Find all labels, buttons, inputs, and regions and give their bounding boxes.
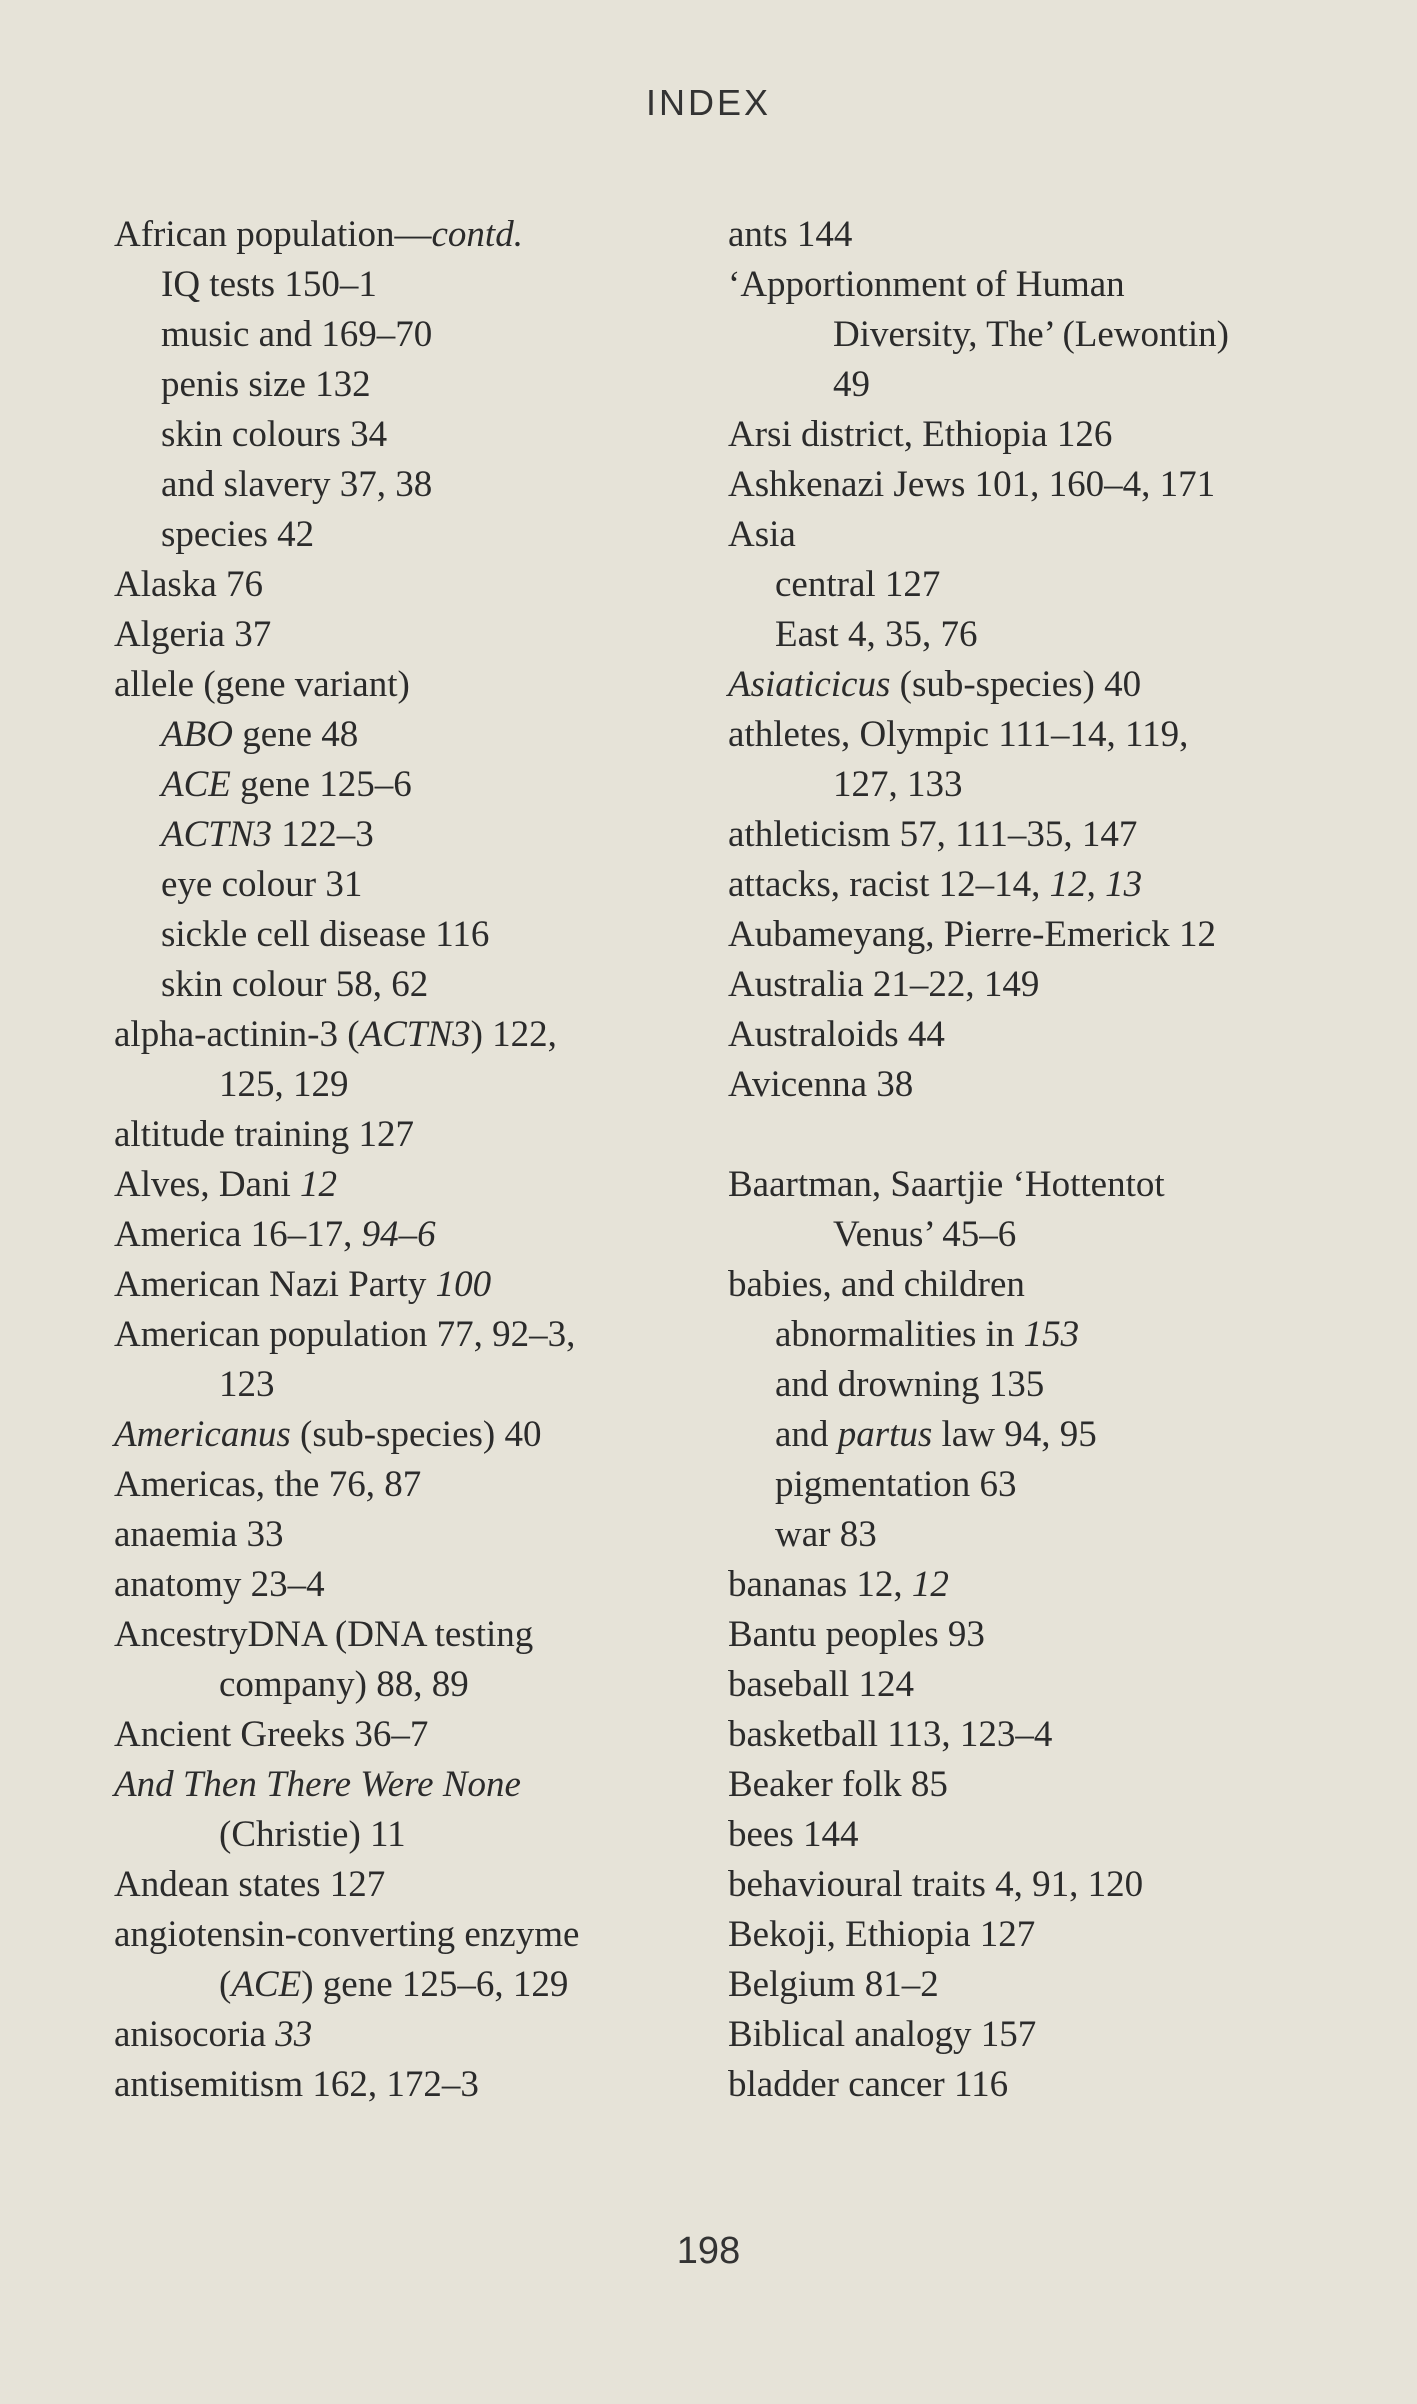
index-entry [728, 1710, 1348, 1760]
index-entry [114, 1610, 674, 1660]
page-number: 198 [676, 2230, 741, 2272]
italic-text: ACTN3 [161, 814, 273, 855]
entry-text: 123 [219, 1364, 275, 1405]
entry-text: allele (gene variant) [114, 664, 410, 705]
index-entry [114, 1160, 674, 1210]
entry-text: Diversity, The’ (Lewontin) [833, 314, 1229, 355]
entry-text: angiotensin-converting enzyme [114, 1914, 580, 1955]
index-entry [114, 560, 674, 610]
entry-text: IQ tests 150–1 [161, 264, 377, 305]
entry-text: and slavery 37, 38 [161, 464, 433, 505]
index-entry-continuation [728, 310, 1348, 360]
entry-text: anisocoria [114, 2014, 276, 2055]
entry-text: bladder cancer 116 [728, 2064, 1009, 2105]
index-entry [114, 1260, 674, 1310]
index-subentry [114, 860, 674, 910]
index-entry [728, 1660, 1348, 1710]
index-entry [728, 660, 1348, 710]
index-entry [114, 1860, 674, 1910]
entry-text: 122–3 [272, 814, 374, 855]
index-entry [114, 1510, 674, 1560]
index-subentry [114, 910, 674, 960]
italic-text: 12 [1049, 864, 1087, 905]
entry-text: Alaska 76 [114, 564, 263, 605]
index-entry [728, 460, 1348, 510]
index-entry [114, 1460, 674, 1510]
entry-text: Ancient Greeks 36–7 [114, 1714, 429, 1755]
index-entry-continuation [114, 1810, 674, 1860]
index-entry [114, 210, 674, 260]
entry-text: East 4, 35, 76 [775, 614, 978, 655]
index-entry [114, 1310, 674, 1360]
index-entry-continuation [114, 1060, 674, 1110]
index-entry [728, 1960, 1348, 2010]
index-entry-continuation [728, 1210, 1348, 1260]
index-entry [728, 1060, 1348, 1110]
index-column-left [114, 210, 674, 2110]
index-entry [728, 1910, 1348, 1960]
index-entry [114, 1010, 674, 1060]
index-subentry [728, 610, 1348, 660]
page-title: INDEX [645, 82, 772, 123]
entry-text: Avicenna 38 [728, 1064, 914, 1105]
index-entry [114, 1410, 674, 1460]
entry-text: antisemitism 162, 172–3 [114, 2064, 479, 2105]
entry-text: Arsi district, Ethiopia 126 [728, 414, 1113, 455]
index-entry [728, 1160, 1348, 1210]
index-entry [728, 2010, 1348, 2060]
index-entry [114, 1210, 674, 1260]
entry-text: bananas 12, [728, 1564, 912, 1605]
entry-text: Alves, Dani [114, 1164, 300, 1205]
entry-text: athletes, Olympic 111–14, 119, [728, 714, 1189, 755]
italic-text: ACE [231, 1964, 302, 2005]
entry-text: abnormalities in [775, 1314, 1024, 1355]
index-entry [728, 510, 1348, 560]
index-entry [728, 910, 1348, 960]
entry-text: American Nazi Party [114, 1264, 436, 1305]
index-subentry [114, 310, 674, 360]
entry-text: ) gene 125–6, 129 [301, 1964, 569, 2005]
entry-text: war 83 [775, 1514, 877, 1555]
entry-text: ‘Apportionment of Human [728, 264, 1125, 305]
index-entry-continuation [114, 1360, 674, 1410]
entry-text: baseball 124 [728, 1664, 914, 1705]
index-subentry [728, 560, 1348, 610]
entry-text: species 42 [161, 514, 315, 555]
entry-text: skin colour 58, 62 [161, 964, 429, 1005]
index-subentry [728, 1460, 1348, 1510]
index-entry [114, 1560, 674, 1610]
index-entry [728, 2060, 1348, 2110]
index-entry [114, 1910, 674, 1960]
index-subentry [114, 460, 674, 510]
index-subentry [114, 510, 674, 560]
entry-text: Bekoji, Ethiopia 127 [728, 1914, 1036, 1955]
italic-text: Asiaticicus [728, 664, 891, 705]
italic-text: 13 [1105, 864, 1143, 905]
index-subentry [114, 710, 674, 760]
italic-text: 153 [1023, 1314, 1080, 1355]
entry-text: Belgium 81–2 [728, 1964, 939, 2005]
index-subentry [728, 1360, 1348, 1410]
index-entry [728, 860, 1348, 910]
entry-text: sickle cell disease 116 [161, 914, 490, 955]
index-entry [114, 2010, 674, 2060]
index-subentry [114, 260, 674, 310]
index-subentry [114, 810, 674, 860]
index-entry-continuation [114, 1960, 674, 2010]
entry-text: skin colours 34 [161, 414, 388, 455]
index-entry [728, 710, 1348, 760]
index-subentry [114, 360, 674, 410]
entry-text: attacks, racist 12–14, [728, 864, 1050, 905]
entry-text: gene 48 [232, 714, 359, 755]
italic-text: Americanus [114, 1414, 291, 1455]
index-subentry [114, 760, 674, 810]
entry-text: anatomy 23–4 [114, 1564, 325, 1605]
italic-text: ACTN3 [359, 1014, 471, 1055]
entry-text: Ashkenazi Jews 101, 160–4, 171 [728, 464, 1216, 505]
entry-text: alpha-actinin-3 ( [114, 1014, 360, 1055]
index-subentry [728, 1510, 1348, 1560]
index-entry [728, 210, 1348, 260]
entry-text: AncestryDNA (DNA testing [114, 1614, 534, 1655]
index-entry [114, 610, 674, 660]
entry-text: (sub-species) 40 [290, 1414, 542, 1455]
index-subentry [114, 960, 674, 1010]
entry-text: Baartman, Saartjie ‘Hottentot [728, 1164, 1165, 1205]
italic-text: 94–6 [361, 1214, 436, 1255]
entry-text: and drowning 135 [775, 1364, 1045, 1405]
entry-text: and [775, 1414, 838, 1455]
index-entry [114, 1760, 674, 1810]
entry-text: 125, 129 [219, 1064, 349, 1105]
italic-text: contd. [431, 214, 523, 255]
index-entry [728, 1860, 1348, 1910]
index-entry [728, 1810, 1348, 1860]
index-entry [728, 1610, 1348, 1660]
index-entry [728, 1560, 1348, 1610]
entry-text: (sub-species) 40 [890, 664, 1142, 705]
italic-text: 100 [435, 1264, 492, 1305]
index-subentry [728, 1310, 1348, 1360]
index-entry-continuation [114, 1660, 674, 1710]
entry-text: Algeria 37 [114, 614, 272, 655]
entry-text: anaemia 33 [114, 1514, 284, 1555]
entry-text: gene 125–6 [230, 764, 412, 805]
entry-text: Venus’ 45–6 [833, 1214, 1017, 1255]
entry-text: Andean states 127 [114, 1864, 386, 1905]
entry-text: Australoids 44 [728, 1014, 945, 1055]
entry-text: Beaker folk 85 [728, 1764, 948, 1805]
entry-text: bees 144 [728, 1814, 859, 1855]
index-entry [728, 1010, 1348, 1060]
index-entry [114, 660, 674, 710]
entry-text: , [1086, 864, 1106, 905]
entry-text: Bantu peoples 93 [728, 1614, 985, 1655]
entry-text: law 94, 95 [932, 1414, 1097, 1455]
entry-text: 127, 133 [833, 764, 963, 805]
entry-text: ( [219, 1964, 232, 2005]
entry-text: American population 77, 92–3, [114, 1314, 576, 1355]
italic-text: 12 [911, 1564, 949, 1605]
index-entry [114, 2060, 674, 2110]
index-entry [728, 410, 1348, 460]
index-entry-continuation [728, 360, 1348, 410]
entry-text: basketball 113, 123–4 [728, 1714, 1053, 1755]
index-entry [114, 1710, 674, 1760]
entry-text: athleticism 57, 111–35, 147 [728, 814, 1138, 855]
italic-text: partus [837, 1414, 933, 1455]
entry-text: central 127 [775, 564, 941, 605]
index-entry [728, 960, 1348, 1010]
entry-text: altitude training 127 [114, 1114, 415, 1155]
index-subentry [728, 1410, 1348, 1460]
entry-text: ) 122, [470, 1014, 557, 1055]
entry-text: Aubameyang, Pierre-Emerick 12 [728, 914, 1217, 955]
italic-text: And Then There Were None [114, 1764, 521, 1805]
entry-text: penis size 132 [161, 364, 371, 405]
entry-text: Biblical analogy 157 [728, 2014, 1037, 2055]
italic-text: ABO [161, 714, 233, 755]
index-entry [728, 810, 1348, 860]
entry-text: ants 144 [728, 214, 853, 255]
entry-text: Americas, the 76, 87 [114, 1464, 422, 1505]
index-entry-continuation [728, 760, 1348, 810]
index-entry [728, 260, 1348, 310]
entry-text: company) 88, 89 [219, 1664, 469, 1705]
index-entry [728, 1260, 1348, 1310]
entry-text: America 16–17, [114, 1214, 362, 1255]
entry-gap [728, 1110, 1348, 1160]
entry-text: (Christie) 11 [219, 1814, 406, 1855]
italic-text: 33 [275, 2014, 313, 2055]
entry-text: music and 169–70 [161, 314, 433, 355]
index-subentry [114, 410, 674, 460]
italic-text: 12 [300, 1164, 337, 1205]
italic-text: ACE [161, 764, 231, 805]
entry-text: pigmentation 63 [775, 1464, 1017, 1505]
index-entry [728, 1760, 1348, 1810]
entry-text: 49 [833, 364, 870, 405]
entry-text: babies, and children [728, 1264, 1025, 1305]
entry-text: Australia 21–22, 149 [728, 964, 1040, 1005]
index-column-right [728, 210, 1348, 2110]
entry-text: eye colour 31 [161, 864, 363, 905]
entry-text: behavioural traits 4, 91, 120 [728, 1864, 1144, 1905]
entry-text: African population— [114, 214, 432, 255]
entry-text: Asia [728, 514, 796, 555]
index-entry [114, 1110, 674, 1160]
